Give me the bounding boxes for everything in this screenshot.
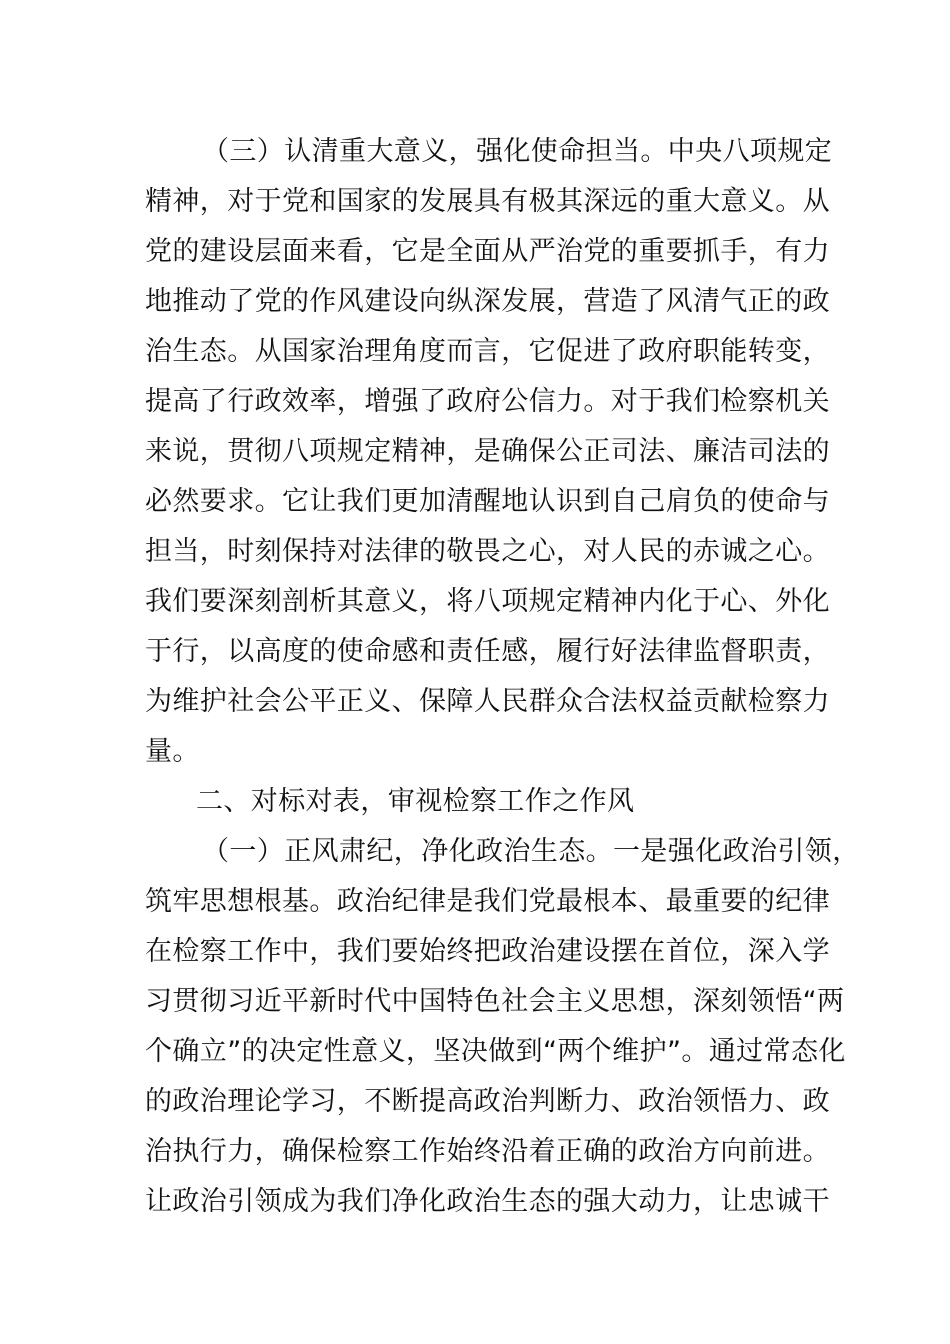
paragraph-line: （一）正风肃纪，净化政治生态。一是强化政治引领， [202, 836, 860, 867]
paragraph-line: 地推动了党的作风建设向纵深发展，营造了风清气正的政 [145, 286, 830, 317]
paragraph-line: 精神，对于党和国家的发展具有极其深远的重大意义。从 [145, 186, 830, 217]
paragraph-line: 筑牢思想根基。政治纪律是我们党最根本、最重要的纪律 [145, 886, 830, 917]
section-heading: 二、对标对表，审视检察工作之作风 [196, 786, 635, 817]
paragraph-line: （三）认清重大意义，强化使命担当。中央八项规定 [202, 136, 833, 167]
paragraph-line: 治执行力，确保检察工作始终沿着正确的政治方向前进。 [145, 1136, 830, 1167]
paragraph-line: 为维护社会公平正义、保障人民群众合法权益贡献检察力 [145, 686, 830, 717]
paragraph-line: 提高了行政效率，增强了政府公信力。对于我们检察机关 [145, 386, 830, 417]
paragraph-line: 的政治理论学习，不断提高政治判断力、政治领悟力、政 [145, 1086, 830, 1117]
paragraph-line: 我们要深刻剖析其意义，将八项规定精神内化于心、外化 [145, 586, 830, 617]
paragraph-line: 让政治引领成为我们净化政治生态的强大动力，让忠诚干 [145, 1186, 830, 1217]
paragraph-line: 量。 [145, 736, 200, 767]
paragraph-line: 党的建设层面来看，它是全面从严治党的重要抓手，有力 [145, 236, 830, 267]
paragraph-line: 于行，以高度的使命感和责任感，履行好法律监督职责， [145, 636, 830, 667]
paragraph-line: 治生态。从国家治理角度而言，它促进了政府职能转变， [145, 336, 830, 367]
paragraph-line: 习贯彻习近平新时代中国特色社会主义思想，深刻领悟“两 [145, 986, 845, 1017]
paragraph-line: 必然要求。它让我们更加清醒地认识到自己肩负的使命与 [145, 486, 830, 517]
paragraph-line: 来说，贯彻八项规定精神，是确保公正司法、廉洁司法的 [145, 436, 830, 467]
paragraph-line: 担当，时刻保持对法律的敬畏之心，对人民的赤诚之心。 [145, 536, 830, 567]
paragraph-line: 在检察工作中，我们要始终把政治建设摆在首位，深入学 [145, 936, 830, 967]
paragraph-line: 个确立”的决定性意义，坚决做到“两个维护”。通过常态化 [145, 1036, 846, 1067]
